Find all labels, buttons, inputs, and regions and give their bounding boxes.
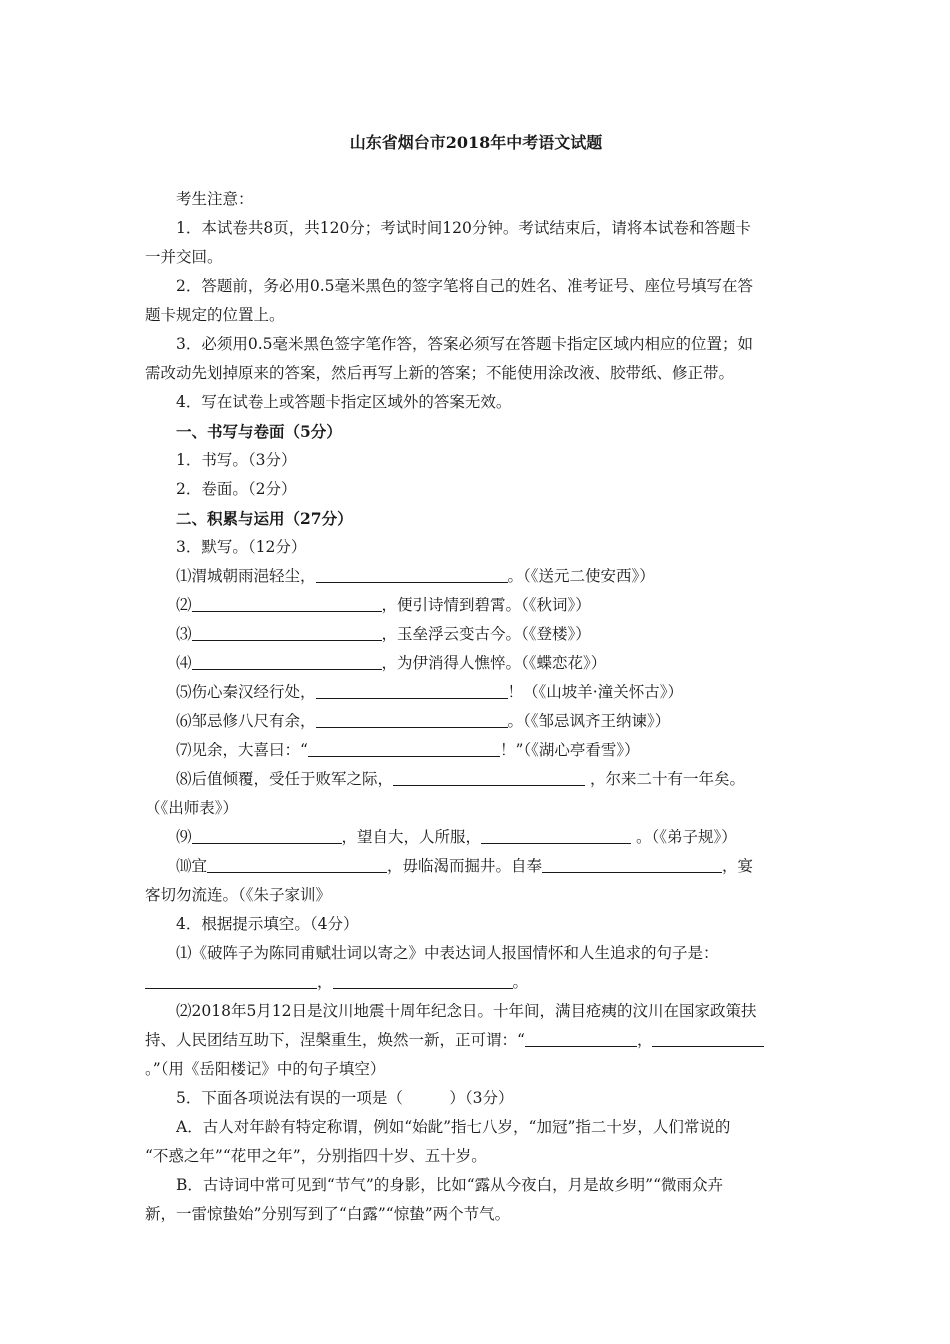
question-4-item-1: ⑴《破阵子为陈同甫赋壮词以寄之》中表达词人报国情怀和人生追求的句子是：: [176, 944, 719, 962]
question-4-item-2-line-3: 。”（用《岳阳楼记》中的句子填空）: [145, 1060, 386, 1078]
item-text: ，: [636, 1031, 653, 1049]
notice-1-line-2: 一并交回。: [145, 248, 223, 266]
item-text: ，尔来二十有一年矣。: [589, 770, 745, 788]
answer-blank[interactable]: [207, 855, 387, 873]
question-5-option-a-line-2: “不惑之年”“花甲之年”，分别指四十岁、五十岁。: [145, 1147, 487, 1165]
exam-content: [145, 185, 807, 1229]
answer-blank[interactable]: [393, 768, 585, 786]
item-text: ⑹邹忌修八尺有余，: [176, 712, 316, 730]
item-text: ⑻后值倾覆，受任于败军之际，: [176, 770, 394, 788]
notice-3-line-1: 3．必须用0.5毫米黑色签字笔作答，答案必须写在答题卡指定区域内相应的位置；如: [176, 335, 754, 353]
item-text: ，毋临渴而掘井。自奉: [387, 857, 543, 875]
notice-3-line-2: 需改动先划掉原来的答案，然后再写上新的答案；不能使用涂改液、胶带纸、修正带。: [145, 364, 735, 382]
item-text: ！（《山坡羊·潼关怀古》）: [507, 683, 683, 701]
answer-blank[interactable]: [652, 1029, 764, 1047]
question-3-item-7: [145, 736, 807, 765]
answer-blank[interactable]: [542, 855, 722, 873]
item-text: 。: [512, 973, 529, 991]
answer-blank[interactable]: [316, 710, 508, 728]
question-5-option-b-line-2: 新，一雷惊蛰始”分别写到了“白露”“惊蛰”两个节气。: [145, 1205, 511, 1223]
question-4: 4．根据提示填空。（4分）: [176, 915, 359, 933]
answer-blank[interactable]: [145, 971, 317, 989]
notice-heading: 考生注意：: [176, 190, 254, 208]
notice-4: 4．写在试卷上或答题卡指定区域外的答案无效。: [176, 393, 512, 411]
question-3-item-10: [145, 852, 807, 881]
question-4-item-2-line-2: [145, 1026, 807, 1055]
section-1-heading: 一、书写与卷面（5分）: [176, 422, 342, 441]
item-text: ⑶: [176, 625, 192, 643]
notice-2-line-2: 题卡规定的位置上。: [145, 306, 285, 324]
question-4-item-2-line-1: ⑵2018年5月12日是汶川地震十周年纪念日。十年间，满目疮痍的汶川在国家政策扶: [176, 1002, 757, 1020]
answer-blank[interactable]: [333, 971, 513, 989]
item-text: ⑺见余，大喜曰：“: [176, 741, 308, 759]
answer-blank[interactable]: [192, 623, 382, 641]
item-text: ⑸伤心秦汉经行处，: [176, 683, 316, 701]
answer-blank[interactable]: [308, 739, 500, 757]
answer-blank[interactable]: [192, 652, 382, 670]
notice-1-line-1: 1．本试卷共8页，共120分；考试时间120分钟。考试结束后，请将本试卷和答题卡: [176, 219, 751, 237]
answer-blank[interactable]: [316, 681, 508, 699]
question-3-item-8: [145, 765, 807, 794]
item-text: ⑵: [176, 596, 192, 614]
question-3: 3．默写。（12分）: [176, 538, 307, 556]
item-text: 。（《送元二使安西》）: [507, 567, 655, 585]
question-4-item-1-answer: [145, 968, 807, 997]
question-3-item-2: [145, 591, 807, 620]
question-3-item-3: [145, 620, 807, 649]
question-3-item-1: [145, 562, 807, 591]
question-1: 1．书写。（3分）: [176, 451, 297, 469]
answer-blank[interactable]: [481, 826, 631, 844]
answer-blank[interactable]: [316, 565, 508, 583]
notice-2-line-1: 2．答题前，务必用0.5毫米黑色的签字笔将自己的姓名、准考证号、座位号填写在答: [176, 277, 754, 295]
item-text: ⑼: [176, 828, 192, 846]
question-3-item-6: [145, 707, 807, 736]
item-text: ，玉垒浮云变古今。（《登楼》）: [381, 625, 591, 643]
item-text: ⑷: [176, 654, 192, 672]
answer-blank[interactable]: [192, 826, 342, 844]
question-5-option-b-line-1: B．古诗词中常可见到“节气”的身影，比如“露从今夜白，月是故乡明”“微雨众卉: [176, 1176, 724, 1194]
question-3-item-10-line-2: 客切勿流连。（《朱子家训》: [145, 886, 332, 904]
section-2-heading: 二、积累与运用（27分）: [176, 509, 353, 528]
item-text: ，望自大，人所服，: [341, 828, 482, 846]
item-text: ，: [317, 973, 333, 991]
question-5: 5．下面各项说法有误的一项是（ ）（3分）: [176, 1089, 514, 1107]
item-text: 。（《邹忌讽齐王纳谏》）: [507, 712, 671, 730]
question-5-option-a-line-1: A．古人对年龄有特定称谓，例如“始龀”指七八岁，“加冠”指二十岁，人们常说的: [176, 1118, 731, 1136]
page-title: 山东省烟台市2018年中考语文试题: [349, 133, 603, 152]
question-3-item-9: [145, 823, 807, 852]
answer-blank[interactable]: [525, 1029, 637, 1047]
item-text: 。（《弟子规》）: [635, 828, 737, 846]
question-3-item-5: [145, 678, 807, 707]
question-3-item-4: [145, 649, 807, 678]
answer-blank[interactable]: [192, 594, 382, 612]
item-text: ，为伊消得人憔悴。（《蝶恋花》）: [381, 654, 607, 672]
item-text: ，便引诗情到碧霄。（《秋词》）: [381, 596, 591, 614]
item-text: ⑴渭城朝雨浥轻尘，: [176, 567, 316, 585]
item-text: 持、人民团结互助下，涅槃重生，焕然一新，正可谓：“: [145, 1031, 525, 1049]
question-3-item-8-source: （《出师表》）: [145, 799, 239, 817]
item-text: ⑽宜: [176, 857, 208, 875]
item-text: ，宴: [722, 857, 754, 875]
question-2: 2．卷面。（2分）: [176, 480, 297, 498]
item-text: ！”（《湖心亭看雪》）: [499, 741, 640, 759]
